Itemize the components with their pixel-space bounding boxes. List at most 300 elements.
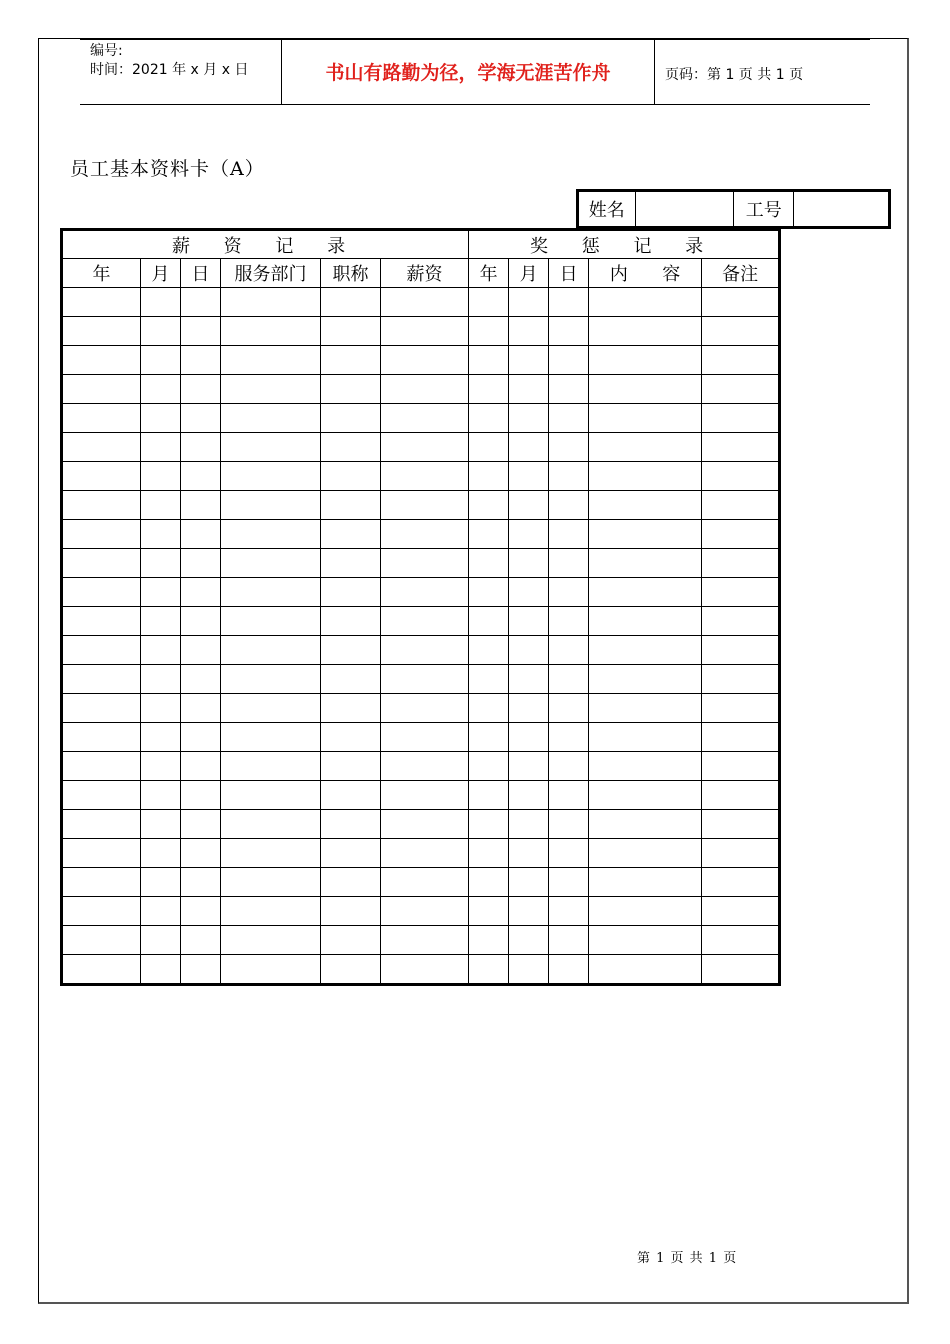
table-cell[interactable]: [702, 317, 780, 346]
table-cell[interactable]: [549, 955, 589, 985]
table-cell[interactable]: [141, 462, 181, 491]
table-cell[interactable]: [589, 404, 702, 433]
table-cell[interactable]: [589, 665, 702, 694]
table-cell[interactable]: [509, 346, 549, 375]
table-cell[interactable]: [469, 723, 509, 752]
table-cell[interactable]: [549, 752, 589, 781]
table-cell[interactable]: [549, 520, 589, 549]
table-cell[interactable]: [221, 897, 321, 926]
table-cell[interactable]: [181, 752, 221, 781]
identity-table: [576, 189, 891, 229]
table-cell[interactable]: [702, 288, 780, 317]
table-cell[interactable]: [509, 781, 549, 810]
table-cell[interactable]: [381, 839, 469, 868]
table-cell[interactable]: [62, 752, 141, 781]
table-cell[interactable]: [181, 491, 221, 520]
table-cell[interactable]: [589, 375, 702, 404]
footer-page-number: 第 1 页 共 1 页: [637, 1251, 738, 1266]
table-cell[interactable]: [62, 810, 141, 839]
table-cell[interactable]: [221, 868, 321, 897]
table-cell[interactable]: [702, 926, 780, 955]
table-cell[interactable]: [141, 578, 181, 607]
table-cell[interactable]: [181, 375, 221, 404]
table-cell[interactable]: [221, 636, 321, 665]
table-cell[interactable]: [549, 346, 589, 375]
table-cell[interactable]: [589, 433, 702, 462]
table-cell[interactable]: [381, 375, 469, 404]
table-cell[interactable]: [181, 839, 221, 868]
header-divider-right: [654, 39, 655, 105]
table-cell[interactable]: [381, 520, 469, 549]
table-cell[interactable]: [589, 955, 702, 985]
table-cell[interactable]: [702, 404, 780, 433]
header-bottom-line: [80, 104, 870, 105]
table-cell[interactable]: [381, 288, 469, 317]
table-cell[interactable]: [509, 404, 549, 433]
table-cell[interactable]: [141, 810, 181, 839]
table-cell[interactable]: [549, 288, 589, 317]
name-field[interactable]: [635, 191, 734, 228]
table-cell[interactable]: [702, 607, 780, 636]
salary-record-header: [62, 230, 469, 259]
table-cell[interactable]: [181, 404, 221, 433]
table-cell[interactable]: [589, 839, 702, 868]
table-cell[interactable]: [702, 433, 780, 462]
table-cell[interactable]: [469, 955, 509, 985]
table-cell[interactable]: [141, 288, 181, 317]
table-cell[interactable]: [321, 752, 381, 781]
table-cell[interactable]: [469, 665, 509, 694]
table-cell[interactable]: [321, 578, 381, 607]
table-cell[interactable]: [221, 607, 321, 636]
table-cell[interactable]: [469, 810, 509, 839]
table-row: [62, 433, 780, 462]
table-cell[interactable]: [221, 955, 321, 985]
table-cell[interactable]: [381, 926, 469, 955]
table-cell[interactable]: [509, 607, 549, 636]
table-cell[interactable]: [62, 375, 141, 404]
table-cell[interactable]: [321, 607, 381, 636]
table-cell[interactable]: [221, 491, 321, 520]
table-row: [62, 288, 780, 317]
table-cell[interactable]: [221, 404, 321, 433]
table-cell[interactable]: [509, 636, 549, 665]
table-cell[interactable]: [221, 839, 321, 868]
table-cell[interactable]: [321, 520, 381, 549]
table-cell[interactable]: [469, 578, 509, 607]
table-cell[interactable]: [181, 288, 221, 317]
table-cell[interactable]: [549, 839, 589, 868]
table-cell[interactable]: [702, 897, 780, 926]
table-cell[interactable]: [702, 520, 780, 549]
table-cell[interactable]: [181, 549, 221, 578]
table-cell[interactable]: [321, 433, 381, 462]
table-cell[interactable]: [221, 781, 321, 810]
table-cell[interactable]: [221, 694, 321, 723]
column-header: 日: [549, 259, 589, 288]
table-cell[interactable]: [702, 346, 780, 375]
table-cell[interactable]: [62, 317, 141, 346]
table-cell[interactable]: [589, 636, 702, 665]
table-cell[interactable]: [702, 578, 780, 607]
table-cell[interactable]: [469, 781, 509, 810]
table-cell[interactable]: [589, 752, 702, 781]
table-cell[interactable]: [62, 926, 141, 955]
column-header: 年: [62, 259, 141, 288]
table-cell[interactable]: [469, 752, 509, 781]
table-cell[interactable]: [589, 549, 702, 578]
table-cell[interactable]: [62, 404, 141, 433]
table-cell[interactable]: [381, 752, 469, 781]
table-cell[interactable]: [321, 723, 381, 752]
table-cell[interactable]: [141, 868, 181, 897]
table-cell[interactable]: [62, 462, 141, 491]
table-cell[interactable]: [381, 346, 469, 375]
table-cell[interactable]: [141, 520, 181, 549]
table-cell[interactable]: [221, 723, 321, 752]
table-cell[interactable]: [181, 723, 221, 752]
column-header-row: [62, 259, 780, 288]
table-cell[interactable]: [221, 810, 321, 839]
employee-number-field[interactable]: [794, 191, 890, 228]
table-cell[interactable]: [549, 404, 589, 433]
table-cell[interactable]: [589, 926, 702, 955]
table-cell[interactable]: [321, 491, 381, 520]
table-cell[interactable]: [221, 462, 321, 491]
table-cell[interactable]: [321, 462, 381, 491]
table-cell[interactable]: [62, 868, 141, 897]
table-cell[interactable]: [321, 288, 381, 317]
table-cell[interactable]: [589, 897, 702, 926]
table-cell[interactable]: [702, 665, 780, 694]
table-cell[interactable]: [181, 897, 221, 926]
table-cell[interactable]: [62, 607, 141, 636]
table-cell[interactable]: [321, 694, 381, 723]
table-cell[interactable]: [141, 549, 181, 578]
table-cell[interactable]: [141, 955, 181, 985]
table-cell[interactable]: [469, 404, 509, 433]
table-cell[interactable]: [181, 810, 221, 839]
table-cell[interactable]: [181, 781, 221, 810]
table-cell[interactable]: [381, 810, 469, 839]
table-cell[interactable]: [62, 636, 141, 665]
table-cell[interactable]: [469, 317, 509, 346]
table-row: [62, 781, 780, 810]
table-cell[interactable]: [589, 781, 702, 810]
document-time-label: 时间：2021 年 x 月 x 日: [90, 62, 249, 78]
table-cell[interactable]: [62, 288, 141, 317]
table-cell[interactable]: [141, 607, 181, 636]
table-cell[interactable]: [509, 491, 549, 520]
table-cell[interactable]: [381, 462, 469, 491]
table-cell[interactable]: [381, 694, 469, 723]
table-cell[interactable]: [181, 578, 221, 607]
table-row: [62, 375, 780, 404]
table-cell[interactable]: [509, 317, 549, 346]
table-cell[interactable]: [549, 868, 589, 897]
table-cell[interactable]: [181, 433, 221, 462]
table-cell[interactable]: [221, 317, 321, 346]
table-cell[interactable]: [702, 955, 780, 985]
table-cell[interactable]: [469, 346, 509, 375]
table-cell[interactable]: [321, 868, 381, 897]
table-cell[interactable]: [509, 549, 549, 578]
table-cell[interactable]: [589, 868, 702, 897]
table-cell[interactable]: [469, 491, 509, 520]
table-cell[interactable]: [469, 868, 509, 897]
table-cell[interactable]: [181, 607, 221, 636]
table-cell[interactable]: [321, 810, 381, 839]
table-cell[interactable]: [509, 288, 549, 317]
column-header: 内 容: [589, 259, 702, 288]
table-cell[interactable]: [509, 433, 549, 462]
table-cell[interactable]: [469, 520, 509, 549]
table-cell[interactable]: [62, 665, 141, 694]
table-cell[interactable]: [321, 926, 381, 955]
table-cell[interactable]: [469, 694, 509, 723]
table-cell[interactable]: [141, 404, 181, 433]
table-cell[interactable]: [381, 868, 469, 897]
table-cell[interactable]: [221, 520, 321, 549]
table-cell[interactable]: [509, 839, 549, 868]
table-cell[interactable]: [141, 694, 181, 723]
table-row: [62, 462, 780, 491]
table-row: [62, 346, 780, 375]
table-cell[interactable]: [321, 317, 381, 346]
table-cell[interactable]: [221, 375, 321, 404]
table-cell[interactable]: [181, 462, 221, 491]
table-cell[interactable]: [469, 549, 509, 578]
table-cell[interactable]: [509, 752, 549, 781]
table-cell[interactable]: [702, 491, 780, 520]
table-cell[interactable]: [702, 375, 780, 404]
table-cell[interactable]: [509, 810, 549, 839]
table-cell[interactable]: [469, 433, 509, 462]
table-cell[interactable]: [62, 694, 141, 723]
table-cell[interactable]: [62, 346, 141, 375]
table-cell[interactable]: [549, 926, 589, 955]
table-cell[interactable]: [589, 317, 702, 346]
table-cell[interactable]: [181, 694, 221, 723]
table-cell[interactable]: [589, 288, 702, 317]
table-cell[interactable]: [549, 636, 589, 665]
table-cell[interactable]: [702, 781, 780, 810]
table-cell[interactable]: [589, 520, 702, 549]
table-cell[interactable]: [62, 520, 141, 549]
table-cell[interactable]: [381, 491, 469, 520]
table-cell[interactable]: [141, 491, 181, 520]
table-cell[interactable]: [221, 433, 321, 462]
table-cell[interactable]: [181, 520, 221, 549]
table-cell[interactable]: [702, 694, 780, 723]
table-cell[interactable]: [181, 926, 221, 955]
table-cell[interactable]: [509, 955, 549, 985]
table-cell[interactable]: [141, 636, 181, 665]
column-header: 年: [469, 259, 509, 288]
table-cell[interactable]: [321, 375, 381, 404]
table-cell[interactable]: [321, 839, 381, 868]
table-cell[interactable]: [181, 955, 221, 985]
table-cell[interactable]: [549, 549, 589, 578]
table-cell[interactable]: [62, 955, 141, 985]
table-cell[interactable]: [62, 491, 141, 520]
table-cell[interactable]: [509, 723, 549, 752]
table-cell[interactable]: [181, 868, 221, 897]
table-cell[interactable]: [221, 752, 321, 781]
table-cell[interactable]: [62, 549, 141, 578]
table-cell[interactable]: [221, 926, 321, 955]
table-cell[interactable]: [589, 578, 702, 607]
table-cell[interactable]: [509, 578, 549, 607]
card-title: 员工基本资料卡（A）: [70, 158, 265, 180]
table-cell[interactable]: [381, 404, 469, 433]
table-cell[interactable]: [381, 723, 469, 752]
table-cell[interactable]: [509, 868, 549, 897]
table-row: [62, 810, 780, 839]
table-cell[interactable]: [469, 462, 509, 491]
header-motto: 书山有路勤为径，学海无涯苦作舟: [325, 62, 611, 84]
table-cell[interactable]: [381, 578, 469, 607]
table-cell[interactable]: [549, 694, 589, 723]
table-cell[interactable]: [549, 810, 589, 839]
table-cell[interactable]: [509, 926, 549, 955]
table-cell[interactable]: [181, 317, 221, 346]
table-cell[interactable]: [469, 288, 509, 317]
table-cell[interactable]: [549, 375, 589, 404]
table-cell[interactable]: [181, 346, 221, 375]
table-cell[interactable]: [702, 636, 780, 665]
table-cell[interactable]: [141, 781, 181, 810]
table-cell[interactable]: [62, 897, 141, 926]
table-cell[interactable]: [589, 491, 702, 520]
table-cell[interactable]: [381, 781, 469, 810]
table-cell[interactable]: [509, 520, 549, 549]
table-cell[interactable]: [321, 665, 381, 694]
table-cell[interactable]: [702, 752, 780, 781]
table-cell[interactable]: [381, 317, 469, 346]
table-cell[interactable]: [549, 433, 589, 462]
record-table: [60, 228, 781, 986]
table-cell[interactable]: [702, 810, 780, 839]
table-cell[interactable]: [589, 723, 702, 752]
table-row: [62, 636, 780, 665]
table-cell[interactable]: [221, 578, 321, 607]
table-cell[interactable]: [141, 665, 181, 694]
table-cell[interactable]: [62, 781, 141, 810]
table-cell[interactable]: [509, 897, 549, 926]
table-row: [62, 752, 780, 781]
table-cell[interactable]: [321, 404, 381, 433]
table-cell[interactable]: [181, 636, 221, 665]
column-header: 月: [141, 259, 181, 288]
table-cell[interactable]: [702, 723, 780, 752]
table-cell[interactable]: [221, 346, 321, 375]
table-cell[interactable]: [321, 549, 381, 578]
table-cell[interactable]: [469, 636, 509, 665]
table-cell[interactable]: [181, 665, 221, 694]
column-header: 薪资: [381, 259, 469, 288]
table-cell[interactable]: [321, 897, 381, 926]
table-cell[interactable]: [509, 462, 549, 491]
column-header: 月: [509, 259, 549, 288]
table-cell[interactable]: [62, 839, 141, 868]
table-cell[interactable]: [321, 636, 381, 665]
table-cell[interactable]: [62, 578, 141, 607]
table-cell[interactable]: [589, 694, 702, 723]
table-cell[interactable]: [62, 433, 141, 462]
table-cell[interactable]: [381, 955, 469, 985]
table-cell[interactable]: [549, 607, 589, 636]
table-cell[interactable]: [321, 781, 381, 810]
table-row: [62, 839, 780, 868]
column-header: 日: [181, 259, 221, 288]
table-cell[interactable]: [469, 607, 509, 636]
table-cell[interactable]: [549, 665, 589, 694]
table-cell[interactable]: [141, 897, 181, 926]
table-cell[interactable]: [509, 694, 549, 723]
table-cell[interactable]: [381, 897, 469, 926]
reward-record-header: [469, 230, 780, 259]
table-cell[interactable]: [221, 288, 321, 317]
table-cell[interactable]: [381, 607, 469, 636]
table-row: [62, 549, 780, 578]
table-cell[interactable]: [141, 375, 181, 404]
table-cell[interactable]: [141, 723, 181, 752]
table-cell[interactable]: [141, 433, 181, 462]
table-cell[interactable]: [549, 781, 589, 810]
table-cell[interactable]: [469, 897, 509, 926]
table-cell[interactable]: [589, 810, 702, 839]
table-cell[interactable]: [381, 636, 469, 665]
table-cell[interactable]: [381, 549, 469, 578]
table-cell[interactable]: [141, 926, 181, 955]
table-cell[interactable]: [549, 462, 589, 491]
table-cell[interactable]: [509, 375, 549, 404]
name-label: 姓名: [578, 191, 636, 228]
table-cell[interactable]: [469, 926, 509, 955]
table-cell[interactable]: [589, 607, 702, 636]
table-cell[interactable]: [509, 665, 549, 694]
table-cell[interactable]: [549, 317, 589, 346]
table-cell[interactable]: [549, 897, 589, 926]
table-cell[interactable]: [549, 723, 589, 752]
table-cell[interactable]: [469, 375, 509, 404]
table-cell[interactable]: [221, 549, 321, 578]
table-cell[interactable]: [141, 346, 181, 375]
table-cell[interactable]: [221, 665, 321, 694]
table-cell[interactable]: [702, 549, 780, 578]
table-cell[interactable]: [321, 955, 381, 985]
table-cell[interactable]: [469, 839, 509, 868]
table-cell[interactable]: [549, 491, 589, 520]
table-cell[interactable]: [141, 317, 181, 346]
table-row: [62, 868, 780, 897]
table-row: [62, 694, 780, 723]
page-code-label: 页码：第 1 页 共 1 页: [665, 67, 804, 83]
table-cell[interactable]: [381, 433, 469, 462]
table-cell[interactable]: [589, 346, 702, 375]
table-cell[interactable]: [702, 462, 780, 491]
table-cell[interactable]: [381, 665, 469, 694]
table-cell[interactable]: [141, 839, 181, 868]
table-cell[interactable]: [141, 752, 181, 781]
table-cell[interactable]: [589, 462, 702, 491]
table-cell[interactable]: [702, 839, 780, 868]
table-cell[interactable]: [321, 346, 381, 375]
table-cell[interactable]: [549, 578, 589, 607]
table-cell[interactable]: [702, 868, 780, 897]
table-cell[interactable]: [62, 723, 141, 752]
